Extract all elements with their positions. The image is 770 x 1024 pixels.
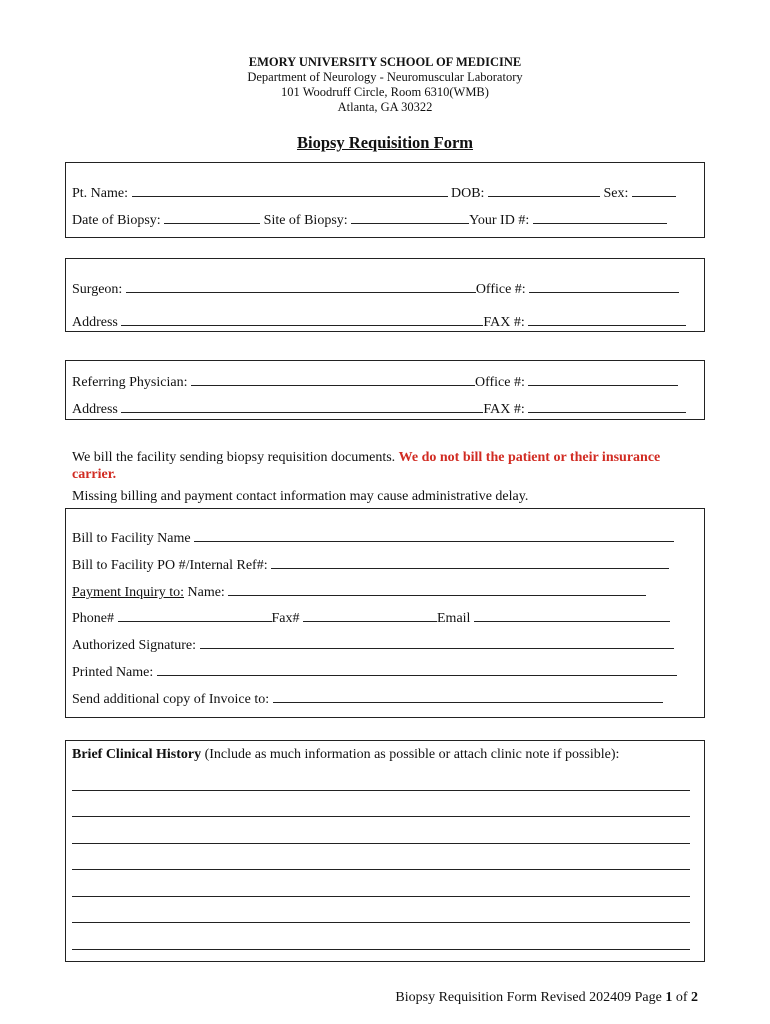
bill-po-row (72, 556, 669, 574)
surgeon-fax-field[interactable] (528, 313, 686, 326)
billing-delay-notice: Missing billing and payment contact information may cause administrative delay. (72, 489, 529, 504)
footer-of-word: of (675, 990, 688, 1005)
surgeon-row-2 (72, 313, 686, 331)
clinical-history-title: Brief Clinical History (72, 747, 202, 762)
bill-facility-name-label: Bill to Facility Name (72, 531, 191, 546)
surgeon-address-field[interactable] (121, 313, 483, 326)
signature-label: Authorized Signature: (72, 638, 197, 653)
email-label: Email (437, 611, 471, 626)
referring-address-field[interactable] (121, 400, 483, 413)
patient-row-1 (72, 184, 676, 202)
history-line[interactable] (72, 869, 690, 870)
form-title: Biopsy Requisition Form (296, 133, 474, 152)
surgeon-field[interactable] (126, 280, 476, 293)
billing-notice-text: We bill the facility sending biopsy requisition documents. (72, 450, 396, 465)
footer-page-word: Page (634, 990, 662, 1005)
biopsy-date-field[interactable] (164, 211, 260, 224)
surgeon-label: Surgeon: (72, 282, 123, 297)
biopsy-date-label: Date of Biopsy: (72, 213, 161, 228)
payment-inquiry-name-field[interactable] (228, 583, 646, 596)
referring-fax-field[interactable] (528, 400, 686, 413)
biopsy-site-field[interactable] (351, 211, 469, 224)
patient-row-2 (72, 211, 667, 229)
history-line[interactable] (72, 816, 690, 817)
footer-page-total: 2 (691, 990, 698, 1005)
referring-address-label: Address (72, 402, 118, 417)
bill-facility-row (72, 529, 674, 547)
history-line[interactable] (72, 949, 690, 950)
bill-po-label: Bill to Facility PO #/Internal Ref#: (72, 558, 268, 573)
footer-revision: Biopsy Requisition Form Revised 202409 (395, 990, 632, 1005)
email-field[interactable] (474, 609, 670, 622)
billing-notice (72, 449, 692, 483)
contact-row (72, 609, 670, 627)
history-line[interactable] (72, 843, 690, 844)
page-footer (395, 990, 698, 1006)
letterhead (0, 55, 770, 115)
referring-office-label: Office #: (474, 375, 525, 390)
referring-office-field[interactable] (528, 373, 678, 386)
surgeon-fax-label: FAX #: (483, 315, 525, 330)
fax-label: Fax# (271, 611, 300, 626)
dob-field[interactable] (488, 184, 600, 197)
fax-field[interactable] (303, 609, 437, 622)
bill-po-field[interactable] (271, 556, 669, 569)
your-id-field[interactable] (533, 211, 667, 224)
patient-name-label: Pt. Name: (72, 186, 128, 201)
phone-field[interactable] (118, 609, 272, 622)
department-name: Department of Neurology - Neuromuscular Laboratory (247, 70, 523, 84)
signature-field[interactable] (200, 636, 674, 649)
school-name: EMORY UNIVERSITY SCHOOL OF MEDICINE (248, 55, 522, 69)
clinical-history-instruction: (Include as much information as possible or attach clinic note if possible): (204, 747, 620, 762)
sex-label: Sex: (603, 186, 629, 201)
address-line-2: Atlanta, GA 30322 (337, 100, 433, 114)
referring-row-2 (72, 400, 686, 418)
surgeon-row-1 (72, 280, 679, 298)
printed-name-row (72, 663, 677, 681)
history-line[interactable] (72, 896, 690, 897)
payment-inquiry-row (72, 583, 646, 601)
billing-notice-warning: We do not bill the patient or their insurance carrier. (72, 450, 661, 482)
biopsy-site-label: Site of Biopsy: (263, 213, 348, 228)
referring-row-1 (72, 373, 678, 391)
sex-field[interactable] (632, 184, 676, 197)
surgeon-office-label: Office #: (475, 282, 526, 297)
phone-label: Phone# (72, 611, 114, 626)
clinical-history-heading (72, 747, 619, 763)
address-line-1: 101 Woodruff Circle, Room 6310(WMB) (281, 85, 489, 99)
printed-name-field[interactable] (157, 663, 677, 676)
surgeon-address-label: Address (72, 315, 118, 330)
surgeon-office-field[interactable] (529, 280, 679, 293)
referring-physician-label: Referring Physician: (72, 375, 188, 390)
payment-inquiry-label: Payment Inquiry to: (72, 585, 184, 600)
history-line[interactable] (72, 790, 690, 791)
signature-row (72, 636, 674, 654)
history-line[interactable] (72, 922, 690, 923)
invoice-copy-row (72, 690, 663, 708)
your-id-label: Your ID #: (469, 213, 530, 228)
printed-name-label: Printed Name: (72, 665, 154, 680)
patient-name-field[interactable] (132, 184, 448, 197)
clinical-history-section (65, 740, 705, 962)
dob-label: DOB: (451, 186, 485, 201)
invoice-copy-field[interactable] (273, 690, 663, 703)
referring-physician-field[interactable] (191, 373, 475, 386)
bill-facility-name-field[interactable] (194, 529, 674, 542)
payment-inquiry-name-label: Name: (187, 585, 225, 600)
footer-page-number: 1 (665, 990, 673, 1005)
referring-fax-label: FAX #: (483, 402, 525, 417)
invoice-copy-label: Send additional copy of Invoice to: (72, 692, 270, 707)
